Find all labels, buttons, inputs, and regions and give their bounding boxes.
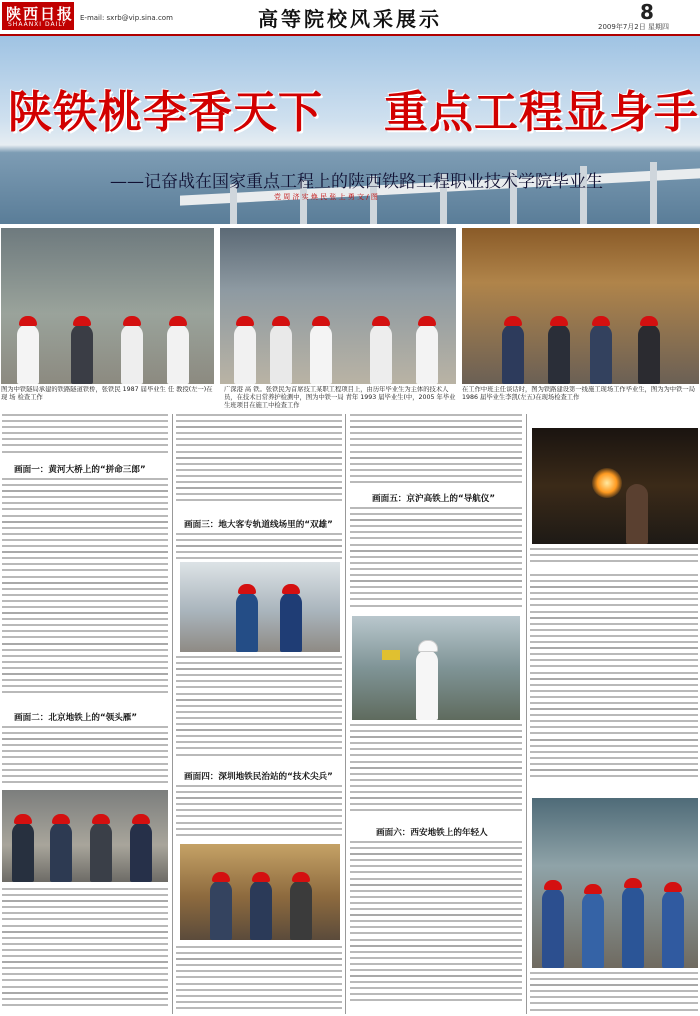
- section-heading: 画面一：黄河大桥上的“拼命三郎”: [14, 465, 146, 475]
- hard-hat-icon: [212, 872, 230, 882]
- photo-caption: 广深港 高 铁。张铁民为首席技工某职工程项目上，由历年毕业生为主体的技术人员，在技术日常养护检测中，图为中铁一局 青年 1993 届毕业生(中，2005 年毕业生班项目在施工中检查工作: [224, 386, 456, 409]
- hard-hat-icon: [640, 316, 658, 326]
- hard-hat-icon: [504, 316, 522, 326]
- hard-hat-icon: [132, 814, 150, 824]
- hard-hat-icon: [312, 316, 330, 326]
- person-figure: [290, 880, 312, 940]
- hard-hat-icon: [236, 316, 254, 326]
- person-figure: [542, 888, 564, 968]
- logo-subtext: SHAANXI DAILY: [8, 21, 67, 28]
- hard-hat-icon: [292, 872, 310, 882]
- logo-text: 陕西日报: [6, 5, 75, 23]
- article-body: [2, 726, 168, 786]
- masthead: [0, 0, 700, 36]
- article-body: [176, 656, 342, 766]
- article-body: [2, 888, 168, 1014]
- hard-hat-icon: [14, 814, 32, 824]
- section-heading: 画面五：京沪高铁上的“导航仪”: [372, 494, 496, 504]
- person-figure: [17, 324, 39, 384]
- person-figure: [310, 324, 332, 384]
- issue-date: 2009年7月2日 星期四: [598, 23, 669, 31]
- article-body: [350, 507, 522, 613]
- person-figure: [638, 324, 660, 384]
- person-figure: [210, 880, 232, 940]
- hard-hat-icon: [92, 814, 110, 824]
- photo-site-group: [220, 228, 456, 384]
- hero-title-left: 陕铁桃李香天下: [8, 87, 323, 138]
- hard-hat-icon: [418, 316, 436, 326]
- article-body: [530, 972, 698, 1014]
- article-body: [530, 574, 698, 792]
- bridge-pier: [650, 162, 657, 224]
- person-figure: [71, 324, 93, 384]
- survey-instrument-icon: [382, 650, 400, 660]
- person-figure: [121, 324, 143, 384]
- photo-metro-workers: [2, 790, 168, 882]
- article-body: [176, 785, 342, 841]
- welding-spark-icon: [592, 468, 622, 498]
- photo-blueprint-review: [462, 228, 699, 384]
- article-body: [350, 414, 522, 488]
- article-body: [2, 414, 168, 458]
- column-divider: [526, 414, 527, 1014]
- photo-metro-station-site: [180, 844, 340, 940]
- column-divider: [172, 414, 173, 1014]
- person-figure: [236, 592, 258, 652]
- hard-hat-icon: [19, 316, 37, 326]
- newspaper-logo: [2, 2, 74, 30]
- hard-hat-icon: [584, 884, 602, 894]
- email-address: E-mail: sxrb@vip.sina.com: [80, 14, 173, 22]
- person-figure: [662, 890, 684, 968]
- person-figure: [50, 822, 72, 882]
- hard-hat-icon: [123, 316, 141, 326]
- hard-hat-icon: [169, 316, 187, 326]
- photo-inspection-team: [1, 228, 214, 384]
- person-figure: [167, 324, 189, 384]
- section-heading: 画面六：西安地铁上的年轻人: [376, 828, 488, 838]
- photo-track-engineers: [180, 562, 340, 652]
- hard-hat-icon: [418, 640, 438, 652]
- hard-hat-icon: [624, 878, 642, 888]
- column-divider: [345, 414, 346, 1014]
- section-title: 高等院校风采展示: [258, 7, 442, 31]
- person-figure: [416, 650, 438, 720]
- photo-graduates-group: [532, 798, 698, 968]
- person-figure: [416, 324, 438, 384]
- section-heading: 画面三：地大客专轨道线场里的“双雄”: [184, 520, 333, 530]
- article-body: [176, 414, 342, 512]
- person-figure: [12, 822, 34, 882]
- page-number: 8: [640, 0, 654, 24]
- article-body: [350, 724, 522, 822]
- photo-caption: 在工作中班主任谈话时，图为铁路建设第一线施工现场工作毕业生，图为为中铁一局 1986 届毕业生李凯(左五)在现场检查工作: [462, 386, 695, 401]
- photo-caption: 图为中铁隧局承建的铁路隧道铁桥，张铁民 1987 届毕业生 任 教授(左一)在 现 场 检查工作: [1, 386, 213, 401]
- person-figure: [590, 324, 612, 384]
- person-figure: [280, 592, 302, 652]
- hard-hat-icon: [252, 872, 270, 882]
- person-figure: [370, 324, 392, 384]
- section-heading: 画面二：北京地铁上的“领头雁”: [14, 713, 138, 723]
- hard-hat-icon: [238, 584, 256, 594]
- article-body: [176, 533, 342, 561]
- hard-hat-icon: [664, 882, 682, 892]
- hero-banner: [0, 36, 700, 224]
- photo-surveyor: [352, 616, 520, 720]
- hero-byline: 党 周 济 实 焕 民 张 上 勇 文 / 图: [274, 193, 378, 201]
- article-body: [2, 478, 168, 706]
- hero-subtitle: ——记奋战在国家重点工程上的陕西铁路工程职业技术学院毕业生: [110, 172, 603, 192]
- article-body: [530, 548, 698, 570]
- hard-hat-icon: [73, 316, 91, 326]
- article-body: [350, 841, 522, 1014]
- person-figure: [270, 324, 292, 384]
- hard-hat-icon: [544, 880, 562, 890]
- hard-hat-icon: [272, 316, 290, 326]
- hard-hat-icon: [550, 316, 568, 326]
- person-figure: [234, 324, 256, 384]
- hard-hat-icon: [372, 316, 390, 326]
- section-heading: 画面四：深圳地铁民治站的“技术尖兵”: [184, 772, 333, 782]
- hero-title-right: 重点工程显身手: [384, 87, 699, 138]
- person-figure: [626, 484, 648, 544]
- person-figure: [548, 324, 570, 384]
- person-figure: [130, 822, 152, 882]
- person-figure: [502, 324, 524, 384]
- person-figure: [582, 892, 604, 968]
- hard-hat-icon: [592, 316, 610, 326]
- photo-tunnel-welding: [532, 428, 698, 544]
- person-figure: [90, 822, 112, 882]
- person-figure: [250, 880, 272, 940]
- person-figure: [622, 886, 644, 968]
- hard-hat-icon: [52, 814, 70, 824]
- article-body: [176, 946, 342, 1014]
- hard-hat-icon: [282, 584, 300, 594]
